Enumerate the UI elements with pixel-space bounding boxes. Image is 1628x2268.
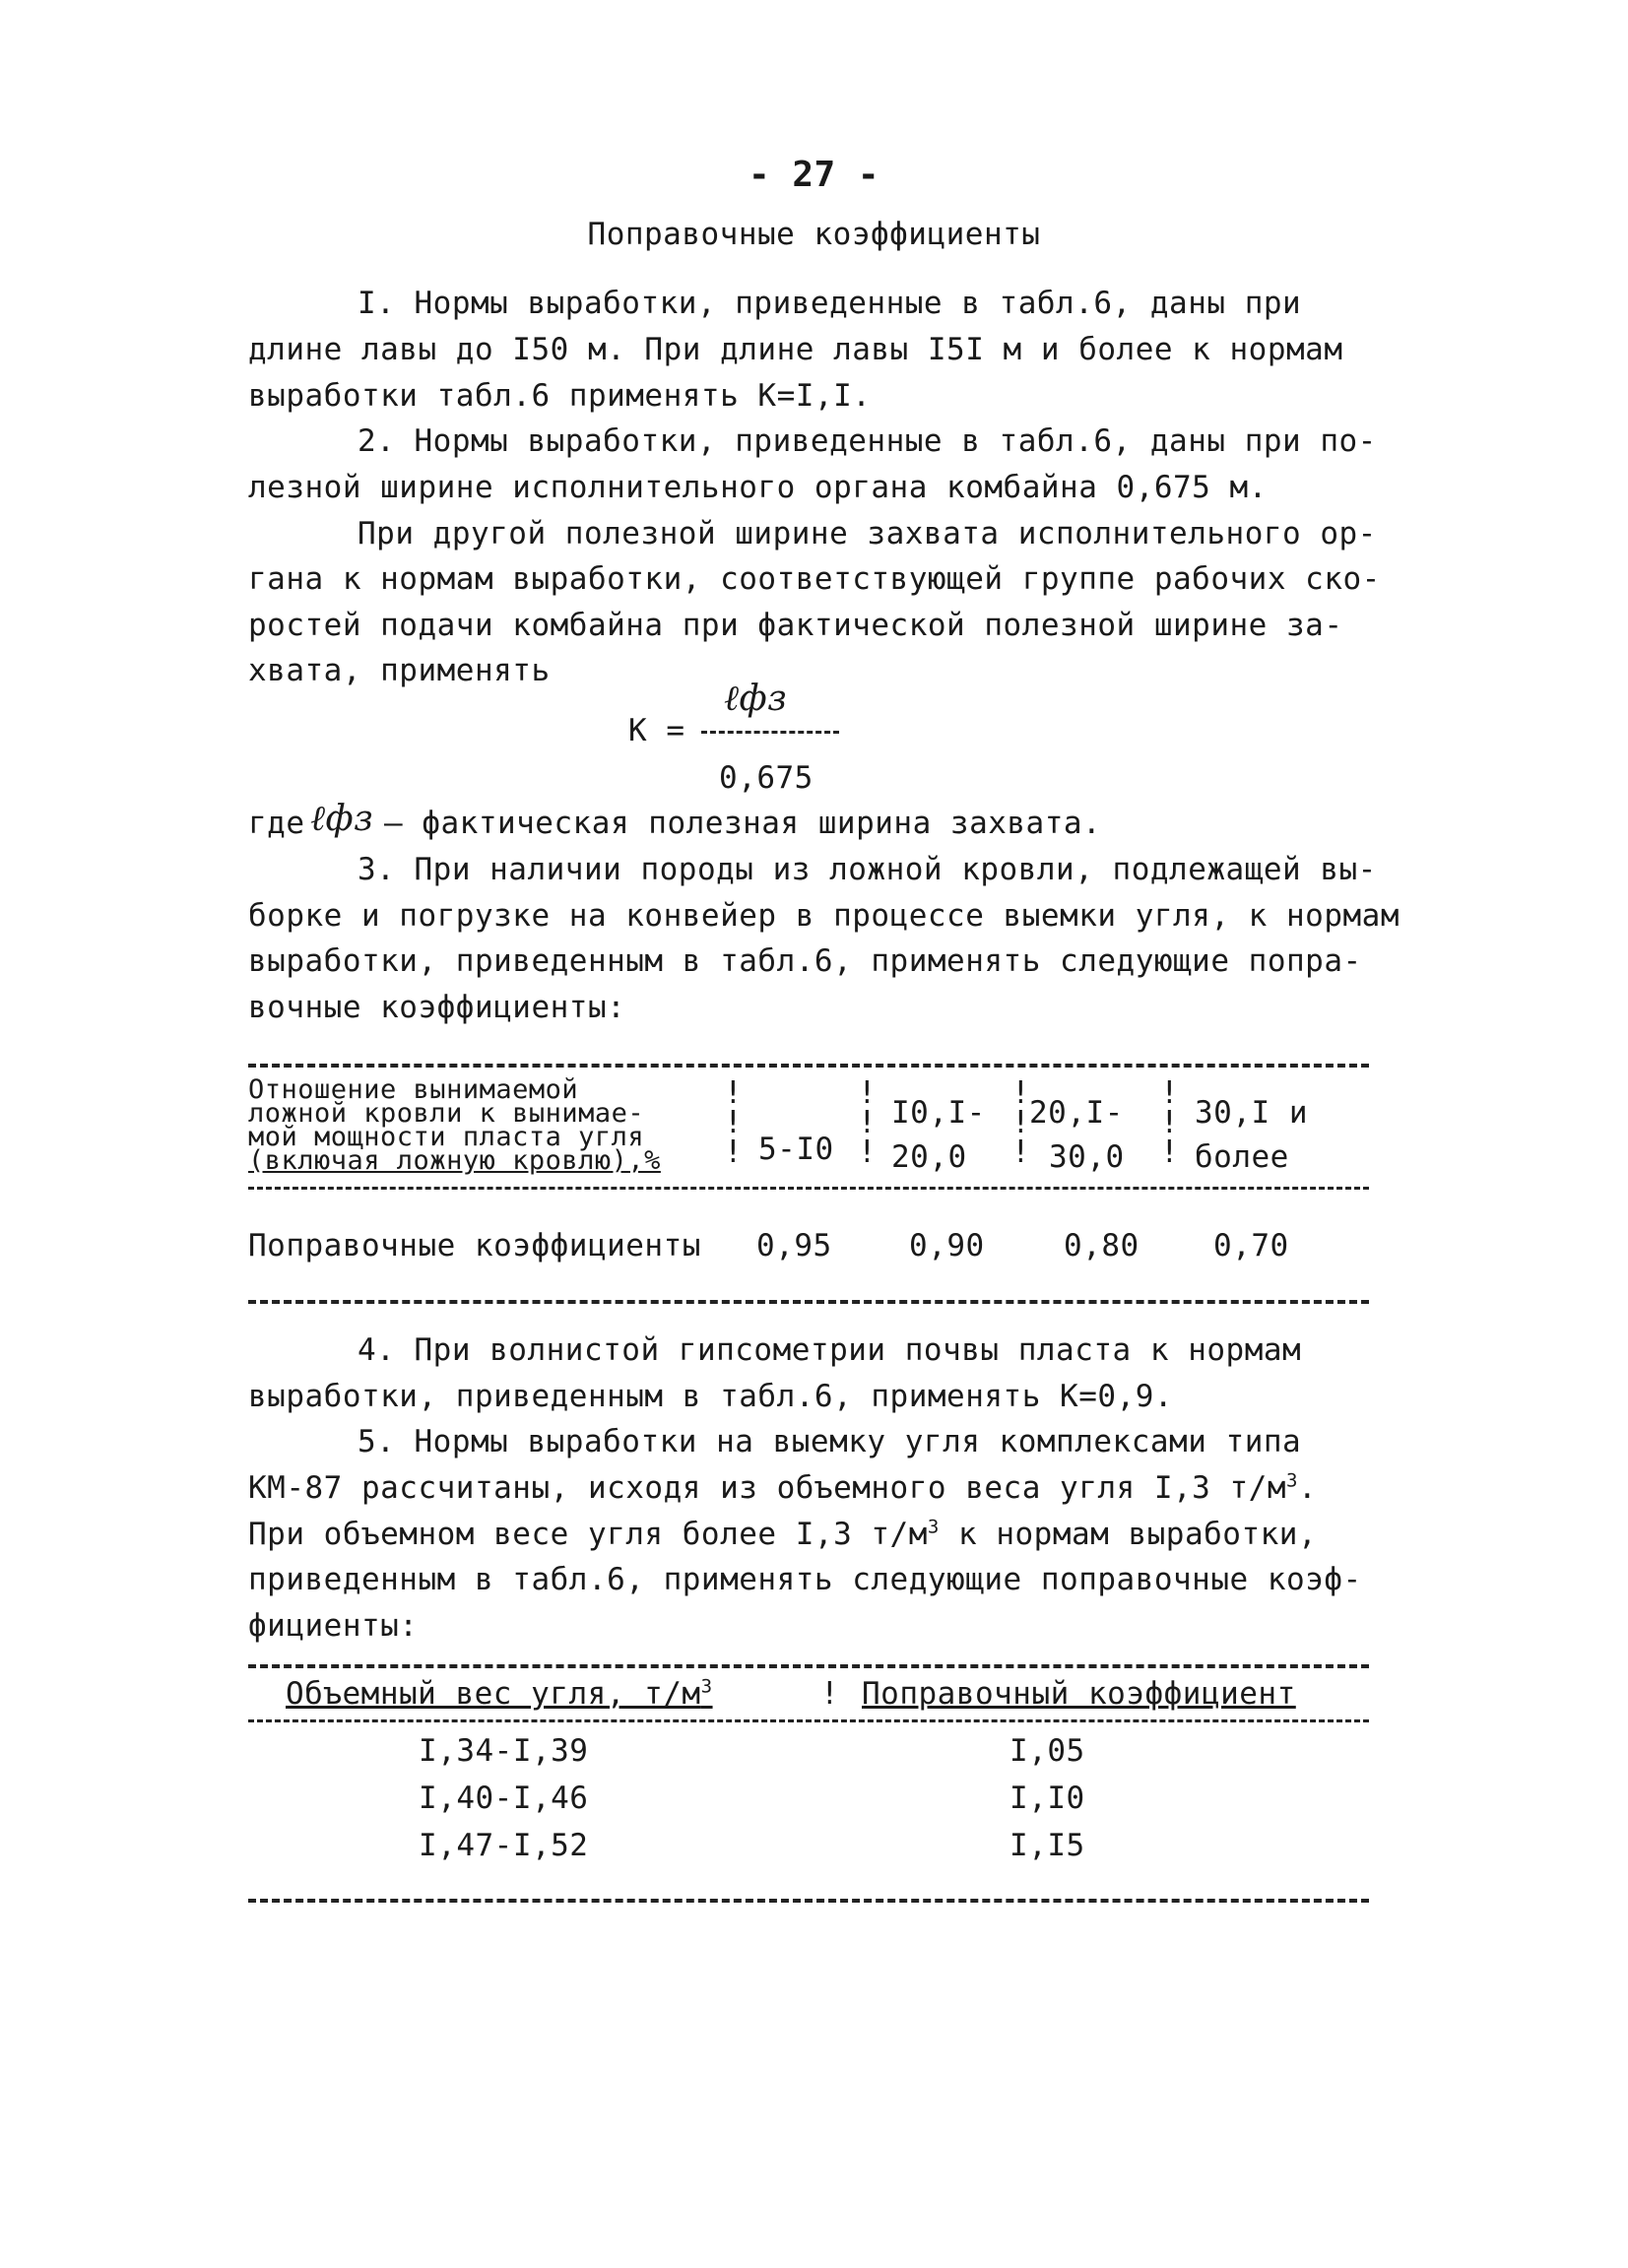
table-rule xyxy=(248,1664,1369,1668)
text-line: выработки, приведенным в табл.6, применять следующие попра- xyxy=(248,943,1362,979)
header-label-line: мой мощности пласта угля xyxy=(248,1122,645,1152)
column-header: Объемный вес угля, $т/м^3$ xyxy=(286,1675,713,1712)
table-cell: I,05 xyxy=(1009,1733,1085,1769)
text-line: выработки табл.6 применять К=I,I. xyxy=(248,378,872,414)
text-line: 4. При волнистой гипсометрии почвы пласта к нормам xyxy=(358,1332,1302,1368)
where-symbol: ℓфз xyxy=(310,799,374,839)
column-separator: ! ! ! xyxy=(1160,1075,1180,1170)
row-label: Поправочные коэффициенты xyxy=(248,1228,701,1264)
where-text: – фактическая полезная ширина захвата. xyxy=(384,806,1102,841)
header-label-line: Отношение вынимаемой xyxy=(248,1074,579,1105)
fraction-line xyxy=(701,731,839,734)
table-cell: I,47-I,52 xyxy=(419,1828,589,1863)
table-cell: 0,95 xyxy=(756,1228,832,1264)
text-line: вочные коэффициенты: xyxy=(248,990,626,1025)
table-rule xyxy=(248,1719,1369,1722)
text-line: При объемном весе угля более I,3 $т/м^3$ к нормам выработки, xyxy=(248,1516,1318,1552)
header-label-line: (включая ложную кровлю),% xyxy=(248,1145,661,1176)
formula-denominator: 0,675 xyxy=(719,760,814,796)
column-separator: ! xyxy=(820,1676,840,1712)
text-line: выработки, приведенным в табл.6, применять К=0,9. xyxy=(248,1379,1174,1414)
table-cell: 0,70 xyxy=(1213,1228,1289,1264)
table-cell: I,I5 xyxy=(1009,1828,1085,1863)
text-line: длине лавы до I50 м. При длине лавы I5I м и более к нормам xyxy=(248,332,1343,367)
table-rule xyxy=(248,1064,1369,1068)
text-line: гана к нормам выработки, соответствующей группе рабочих ско- xyxy=(248,561,1381,597)
column-header: 30,I и xyxy=(1195,1095,1308,1131)
column-separator: ! ! ! xyxy=(1011,1075,1031,1170)
text-line: При другой полезной ширине захвата исполнительного ор- xyxy=(358,516,1377,551)
text-line: 5. Нормы выработки на выемку угля комплексами типа xyxy=(358,1424,1302,1459)
table-cell: 0,80 xyxy=(1064,1228,1140,1264)
text-line: I. Нормы выработки, приведенные в табл.6, даны при xyxy=(358,286,1302,321)
text-line: 2. Нормы выработки, приведенные в табл.6, даны при по- xyxy=(358,423,1377,459)
column-header: более xyxy=(1195,1139,1289,1175)
table-cell: I,40-I,46 xyxy=(419,1781,589,1816)
table-rule xyxy=(248,1300,1369,1304)
formula-lhs: К = xyxy=(628,713,685,748)
text-line: приведенным в табл.6, применять следующие поправочные коэф- xyxy=(248,1562,1362,1597)
column-header: Поправочный коэффициент xyxy=(862,1676,1296,1712)
table-cell: I,34-I,39 xyxy=(419,1733,589,1769)
table-cell: I,I0 xyxy=(1009,1781,1085,1816)
column-header: 20,I- xyxy=(1029,1095,1124,1131)
formula-numerator: ℓфз xyxy=(724,679,788,719)
text-line: лезной ширине исполнительного органа комбайна 0,675 м. xyxy=(248,470,1268,505)
column-header: 5-I0 xyxy=(758,1132,834,1167)
page-number: - 27 - xyxy=(748,155,880,195)
table-rule xyxy=(248,1899,1369,1903)
where-prefix: где xyxy=(248,806,305,841)
column-separator: ! ! ! xyxy=(724,1075,744,1170)
table-cell: 0,90 xyxy=(909,1228,985,1264)
column-header: I0,I- xyxy=(891,1095,986,1131)
text-line: фициенты: xyxy=(248,1608,419,1644)
table-rule xyxy=(248,1187,1369,1190)
text-line: борке и погрузке на конвейер в процессе выемки угля, к нормам xyxy=(248,898,1400,934)
page-title: Поправочные коэффициенты xyxy=(587,217,1041,252)
column-header: 20,0 xyxy=(891,1139,967,1175)
text-line: 3. При наличии породы из ложной кровли, подлежащей вы- xyxy=(358,852,1377,887)
text-line: хвата, применять xyxy=(248,653,551,688)
column-header: 30,0 xyxy=(1049,1139,1125,1175)
column-separator: ! ! ! xyxy=(858,1075,878,1170)
text-line: ростей подачи комбайна при фактической полезной ширине за- xyxy=(248,608,1343,643)
header-label-line: ложной кровли к вынимае- xyxy=(248,1098,645,1129)
text-line: КМ-87 рассчитаны, исходя из объемного веса угля I,3 $т/м^3$. xyxy=(248,1469,1318,1506)
